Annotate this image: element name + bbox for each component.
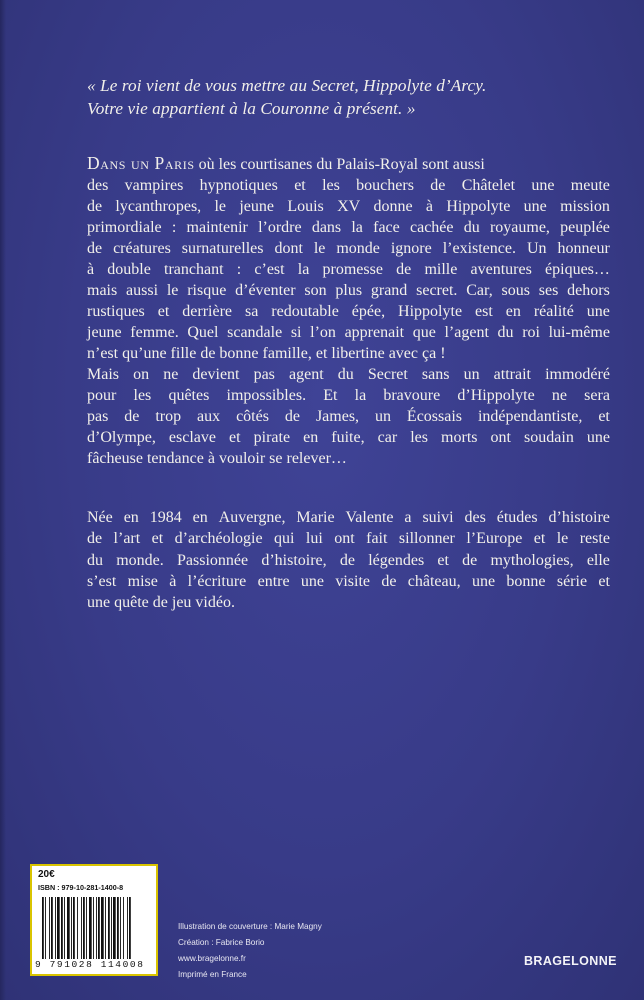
word: et xyxy=(229,429,241,446)
credit-printed: Imprimé en France xyxy=(178,970,247,979)
word: Secret xyxy=(367,366,408,383)
word: et xyxy=(533,530,546,548)
word: qu’une xyxy=(122,345,167,362)
word: Mais xyxy=(87,366,119,383)
word: car xyxy=(377,429,398,446)
word: ignore xyxy=(390,240,432,257)
word: épée, xyxy=(351,303,386,320)
word: une xyxy=(300,572,325,590)
word: promesse xyxy=(322,261,383,278)
word: royaume, xyxy=(489,219,550,236)
word: donne xyxy=(373,198,413,215)
word: ! xyxy=(440,345,446,362)
word: la xyxy=(297,261,310,278)
word: tranchant xyxy=(164,261,224,278)
word: l’on xyxy=(310,324,336,341)
word: entre xyxy=(257,572,290,590)
word: attrait xyxy=(493,366,531,383)
word: d’histoire xyxy=(548,509,610,526)
word: visite xyxy=(335,572,371,590)
word: ne xyxy=(551,387,567,404)
word: pas xyxy=(253,366,275,383)
word: lui-même xyxy=(548,324,610,341)
word: bonne xyxy=(506,572,546,590)
word: d’Olympe, xyxy=(87,429,156,446)
synopsis-line xyxy=(87,343,610,364)
word: Louis xyxy=(287,198,324,215)
word: et xyxy=(151,530,164,548)
word: Hippolyte xyxy=(446,198,511,215)
word: de xyxy=(381,572,397,590)
word: tendance xyxy=(146,450,204,467)
word: double xyxy=(107,261,151,278)
word: Car, xyxy=(466,282,493,299)
word: dehors xyxy=(567,282,610,299)
word: qui xyxy=(274,530,295,548)
word: du xyxy=(463,219,480,236)
word: libertine xyxy=(331,345,385,362)
author-bio-line xyxy=(87,592,610,613)
word: ne xyxy=(163,366,179,383)
word: Née xyxy=(87,509,113,526)
word: en xyxy=(123,509,139,526)
author-bio-line xyxy=(87,528,610,549)
word: de xyxy=(87,240,103,257)
word: le xyxy=(166,282,179,299)
word: une xyxy=(523,198,547,215)
word: s’est xyxy=(87,572,117,590)
synopsis-line xyxy=(87,406,610,427)
word: vampires xyxy=(124,177,184,194)
word: lui xyxy=(305,530,323,548)
synopsis-line xyxy=(87,280,610,301)
word: devient xyxy=(192,366,240,383)
word: et xyxy=(598,408,610,425)
word: la xyxy=(354,387,367,404)
synopsis-line xyxy=(87,448,610,469)
word: Et xyxy=(323,387,338,404)
word: fille xyxy=(170,345,197,362)
word: Passionnée xyxy=(176,551,249,569)
word: sera xyxy=(584,387,610,404)
word: bonne xyxy=(219,345,259,362)
word: ont xyxy=(334,530,355,548)
word: jeu xyxy=(171,594,192,612)
word: études xyxy=(496,509,538,526)
word: est xyxy=(475,303,493,320)
word: monde xyxy=(336,240,380,257)
word: les xyxy=(133,387,152,404)
word: : xyxy=(171,219,177,236)
word: l’Europe xyxy=(466,530,523,548)
word: quêtes xyxy=(168,387,210,404)
word: famille, xyxy=(262,345,312,362)
word: une xyxy=(471,572,496,590)
word: Auvergne, xyxy=(218,509,286,526)
word: du xyxy=(337,366,354,383)
word: mission xyxy=(560,198,610,215)
word: l’écriture xyxy=(187,572,247,590)
word: Châtelet xyxy=(461,177,516,194)
word: et xyxy=(315,345,328,362)
credit-illustration: Illustration de couverture : Marie Magny xyxy=(178,922,322,931)
word: en xyxy=(303,429,319,446)
word: bouchers xyxy=(356,177,414,194)
word: vouloir xyxy=(218,450,266,467)
word: aux xyxy=(197,408,221,425)
word: l’agent xyxy=(444,324,489,341)
word: vidéo. xyxy=(195,594,235,612)
word: de xyxy=(430,177,446,194)
word: sans xyxy=(421,366,450,383)
word: en xyxy=(505,303,521,320)
word: une xyxy=(586,429,610,446)
word: que xyxy=(412,324,436,341)
word: de xyxy=(124,408,140,425)
word: d’éventer xyxy=(235,282,296,299)
word: mise xyxy=(127,572,158,590)
word: fâcheuse xyxy=(87,450,143,467)
word: XV xyxy=(337,198,361,215)
word: maintenir xyxy=(186,219,248,236)
credit-creation: Création : Fabrice Borio xyxy=(178,938,265,947)
synopsis-line xyxy=(87,322,610,343)
synopsis-line xyxy=(87,301,610,322)
word: pour xyxy=(87,387,117,404)
word: monde. xyxy=(116,551,164,569)
word: agent xyxy=(289,366,324,383)
word: de xyxy=(396,261,412,278)
word: des xyxy=(87,177,109,194)
word: le xyxy=(214,198,227,215)
word: une xyxy=(531,177,555,194)
word: pas xyxy=(87,408,109,425)
word: et xyxy=(157,303,170,320)
quote-line: Votre vie appartient à la Couronne à présent. » xyxy=(87,99,416,118)
word: la xyxy=(351,219,363,236)
word: se xyxy=(269,450,283,467)
word: une xyxy=(87,594,111,612)
word: peuplée xyxy=(560,219,610,236)
word: mais xyxy=(87,282,118,299)
author-bio-line xyxy=(87,571,610,592)
word: aventures xyxy=(470,261,532,278)
word: impossibles. xyxy=(226,387,307,404)
word: à xyxy=(87,261,95,278)
word: quête xyxy=(114,594,149,612)
word: Marie xyxy=(296,509,335,526)
word: de xyxy=(339,551,355,569)
word: légendes xyxy=(368,551,425,569)
word: de xyxy=(87,530,103,548)
word: château, xyxy=(407,572,461,590)
word: fait xyxy=(366,530,388,548)
word: une xyxy=(586,303,610,320)
word: les xyxy=(322,177,340,194)
word: de xyxy=(87,198,103,215)
word: jeune xyxy=(239,198,274,215)
word: du xyxy=(497,324,514,341)
author-bio-line xyxy=(87,550,610,571)
word: esclave xyxy=(168,429,216,446)
word: ça xyxy=(422,345,437,362)
word: un xyxy=(463,366,480,383)
word: créatures xyxy=(113,240,171,257)
word: jeune xyxy=(87,324,122,341)
word: reste xyxy=(579,530,610,548)
word: le xyxy=(313,240,326,257)
word: meute xyxy=(570,177,610,194)
word: grand xyxy=(370,282,408,299)
word: des xyxy=(464,509,486,526)
word: et xyxy=(294,177,306,194)
word: primordiale xyxy=(87,219,162,236)
word: n’est xyxy=(87,345,119,362)
synopsis-line xyxy=(87,153,610,175)
word: plus xyxy=(335,282,363,299)
word: James, xyxy=(315,408,360,425)
word: l’ordre xyxy=(258,219,302,236)
ean-digits: 9 791028 114008 xyxy=(35,959,145,970)
word: d’Hippolyte xyxy=(457,387,535,404)
synopsis-line xyxy=(87,196,610,217)
word: sillonner xyxy=(398,530,455,548)
word: à xyxy=(425,198,434,215)
word: soudain xyxy=(524,429,574,446)
word: morts xyxy=(441,429,478,446)
word: Hippolyte xyxy=(398,303,463,320)
word: suivi xyxy=(422,509,454,526)
synopsis-line xyxy=(87,217,610,238)
synopsis-line xyxy=(87,385,610,406)
word: et xyxy=(598,572,610,590)
word: en xyxy=(192,509,208,526)
word: mythologies, xyxy=(490,551,574,569)
word: fuite, xyxy=(331,429,365,446)
word: femme. xyxy=(130,324,179,341)
word: elle xyxy=(586,551,610,569)
word: d’histoire, xyxy=(261,551,327,569)
word: roi xyxy=(522,324,540,341)
synopsis-line-text: où les courtisanes du Palais-Royal sont aussi xyxy=(194,156,485,173)
word: on xyxy=(133,366,150,383)
synopsis-lead-in: Dans un Paris xyxy=(87,153,195,173)
author-bio-line xyxy=(87,507,610,528)
word: bravoure xyxy=(383,387,441,404)
word: à xyxy=(169,572,177,590)
word: les xyxy=(410,429,428,446)
word: à xyxy=(207,450,215,467)
word: face xyxy=(373,219,400,236)
word: pirate xyxy=(253,429,291,446)
word: de xyxy=(200,345,216,362)
word: relever… xyxy=(286,450,347,467)
word: rustiques xyxy=(87,303,145,320)
word: de xyxy=(152,594,168,612)
word: dont xyxy=(274,240,303,257)
synopsis-line xyxy=(87,364,610,385)
word: ses xyxy=(538,282,559,299)
word: un xyxy=(374,408,391,425)
word: et xyxy=(437,551,449,569)
credits xyxy=(178,919,322,983)
barcode-label xyxy=(30,864,158,976)
isbn: ISBN : 979-10-281-1400-8 xyxy=(38,883,124,892)
word: lycanthropes, xyxy=(115,198,202,215)
word: honneur xyxy=(557,240,610,257)
tagline-quote xyxy=(87,74,607,120)
word: le xyxy=(556,530,569,548)
word: du xyxy=(87,551,103,569)
word: a xyxy=(404,509,412,526)
word: Valente xyxy=(345,509,394,526)
word: trop xyxy=(155,408,182,425)
word: surnaturelles xyxy=(181,240,264,257)
word: scandale xyxy=(227,324,283,341)
word: risque xyxy=(187,282,227,299)
word: c’est xyxy=(254,261,285,278)
word: Écossais xyxy=(406,408,463,425)
word: Quel xyxy=(187,324,219,341)
word: aussi xyxy=(126,282,159,299)
word: hypnotiques xyxy=(199,177,278,194)
word: cachée xyxy=(409,219,454,236)
publisher-logo: BRAGELONNE xyxy=(524,954,617,968)
word: : xyxy=(236,261,242,278)
word: dans xyxy=(311,219,342,236)
word: côtés xyxy=(236,408,269,425)
cover-edge-shadow xyxy=(0,0,6,1000)
word: série xyxy=(556,572,588,590)
word: si xyxy=(290,324,302,341)
word: l’existence. xyxy=(442,240,516,257)
word: avec xyxy=(388,345,419,362)
quote-line: « Le roi vient de vous mettre au Secret, Hippolyte d’Arcy. xyxy=(87,76,487,95)
author-bio xyxy=(87,507,610,613)
word: immodéré xyxy=(545,366,610,383)
word: ont xyxy=(490,429,511,446)
word: sa xyxy=(244,303,259,320)
word: 1984 xyxy=(149,509,182,526)
synopsis-line xyxy=(87,175,610,196)
synopsis-line xyxy=(87,427,610,448)
word: épiques… xyxy=(545,261,610,278)
word: sous xyxy=(501,282,530,299)
synopsis-line xyxy=(87,238,610,259)
word: derrière xyxy=(182,303,232,320)
credit-website: www.bragelonne.fr xyxy=(178,954,246,963)
word: mille xyxy=(424,261,458,278)
word: apprenait xyxy=(344,324,405,341)
word: l’art xyxy=(113,530,141,548)
word: Un xyxy=(526,240,547,257)
word: réalité xyxy=(533,303,574,320)
word: son xyxy=(304,282,327,299)
word: redoutable xyxy=(271,303,339,320)
word: secret. xyxy=(416,282,458,299)
word: de xyxy=(462,551,478,569)
word: d’archéologie xyxy=(174,530,263,548)
price: 20€ xyxy=(38,869,55,880)
synopsis xyxy=(87,153,610,469)
barcode-bars xyxy=(42,897,154,959)
word: indépendantiste, xyxy=(477,408,583,425)
synopsis-line xyxy=(87,259,610,280)
word: de xyxy=(284,408,300,425)
